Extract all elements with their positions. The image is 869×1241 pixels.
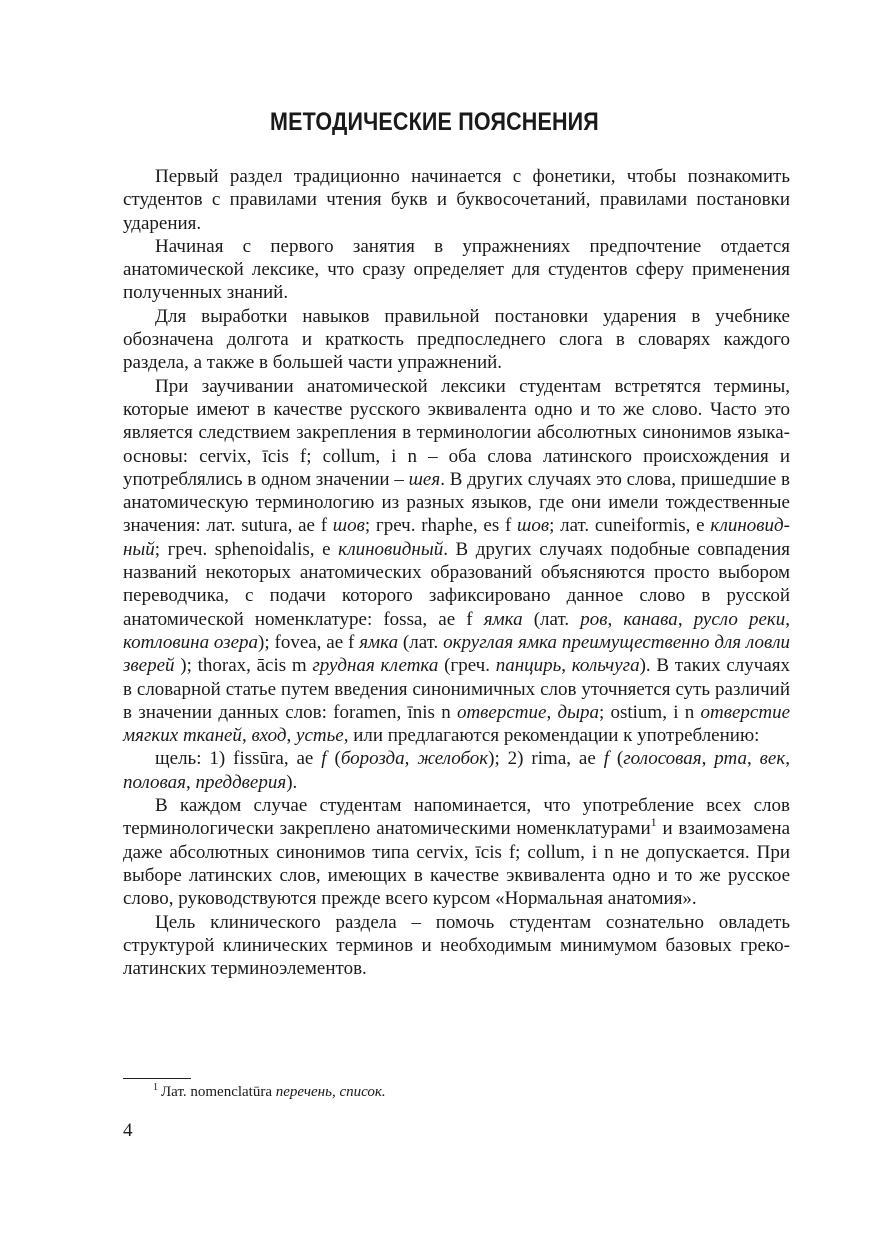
paragraph-6: В каждом случае студентам напоминается, что употребление всех слов терминологически закреплено анатомическими номенклатурами$^1$ и взаимозамена даже абсолютных синонимов типа cervix, īcis f; collum, i n не допускается. При выборе латинских слов, имеющих в качестве эквивалента одно и то же русское слово, руководствуются прежде всего курсом «Нормальная анатомия». (123, 795, 790, 910)
footnote-divider (123, 1078, 191, 1079)
page-number: 4 (123, 1120, 133, 1141)
footnote-text: Лат. nomenclatūra (161, 1084, 276, 1100)
page-title: МЕТОДИЧЕСКИЕ ПОЯСНЕНИЯ (270, 108, 599, 136)
paragraph-2: Начиная с первого занятия в упражнениях предпочтение отдается анатомической лексике, что сразу определяет для студентов сферу применения полученных знаний. (123, 235, 790, 304)
paragraph-5: щель: 1) fissūra, ae f (борозда, желобок); 2) rima, ae f (голосовая, рта, век, половая, преддверия). (123, 748, 790, 793)
footnote-marker: 1 (153, 1082, 158, 1093)
paragraph-3: Для выработки навыков правильной постановки ударения в учебнике обозначена долгота и краткость предпоследнего слога в словарях каждого раздела, а также в большей части упражнений. (123, 305, 790, 374)
paragraph-7: Цель клинического раздела – помочь студентам сознательно овладеть структурой клинических терминов и необходимым минимумом базовых греко-латинских терминоэлементов. (123, 911, 790, 980)
footnote-italic: перечень, список. (275, 1084, 386, 1100)
footnote-reference: 1 (650, 815, 657, 830)
paragraph-4: При заучивании анатомической лексики студентам встретятся термины, которые имеют в качестве русского эквивалента одно и то же слово. Часто это является следствием закрепления в терминологии абсолютных синонимов языка-основы: cervix, īcis f; collum, i n – оба слова латинского происхождения и употреблялись в одном значении – шея. В других случаях это слова, пришедшие в анатомическую терминологию из разных языков, где они имели тождественные значения: лат. sutura, ae f шов; греч. rhaphe, es f шов; лат. cuneiformis, e клиновидный; греч. sphenoidalis, e клиновидный. В других случаях подобные совпадения названий некоторых анатомических образований объясняются просто выбором переводчика, с подачи которого зафиксировано данное слово в русской анатомической номенклатуре: fossa, ae f ямка (лат. ров, канава, русло реки, котловина озера); fovea, ae f ямка (лат. округлая ямка преимущественно для ловли зверей ); thorax, ācis m грудная клетка (греч. панцирь, кольчуга). В таких случаях в словарной статье путем введения синонимичных слов уточняется суть различий в значении данных слов: foramen, īnis n отверстие, дыра; ostium, i n отверстие мягких тканей, вход, устье, или предлагаются рекомендации к употреблению: (123, 375, 791, 747)
paragraph-1: Первый раздел традиционно начинается с фонетики, чтобы познакомить студентов с правилами чтения букв и буквосочетаний, правилами постановки ударения. (123, 166, 790, 234)
footnote (153, 1082, 386, 1102)
body-text (123, 165, 790, 980)
